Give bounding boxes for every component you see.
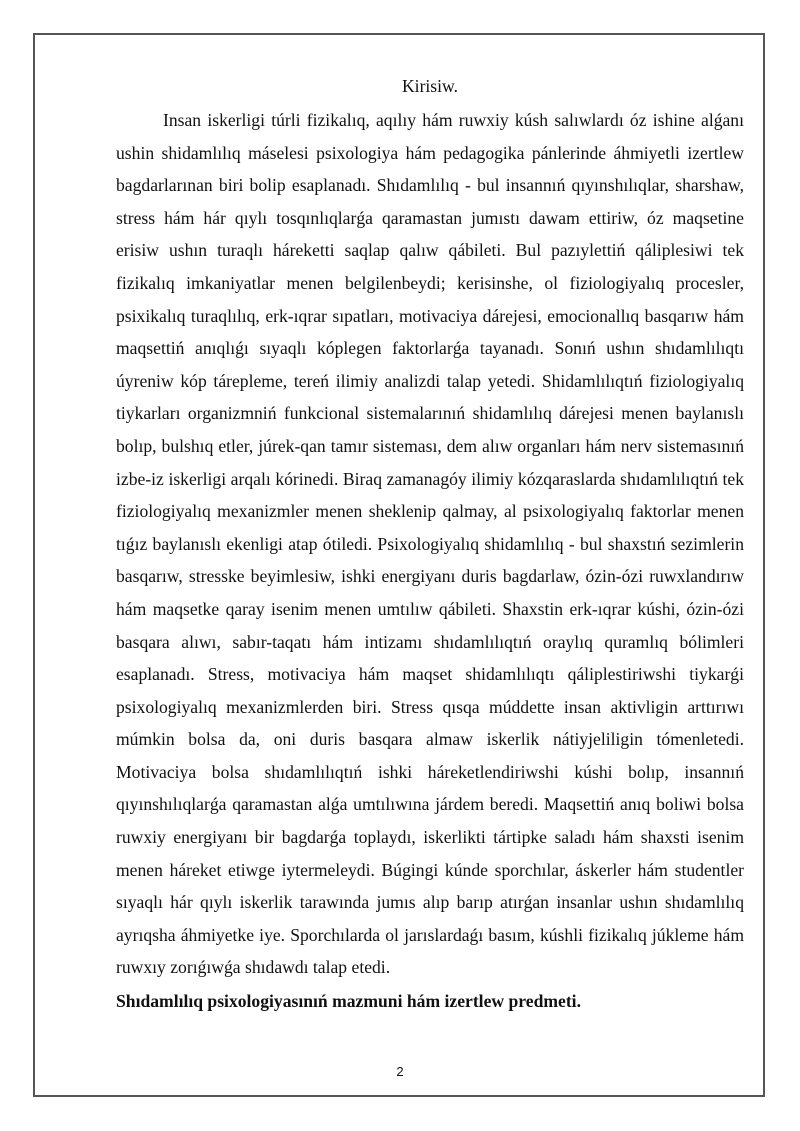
body-paragraph: Insan iskerligi túrli fizikalıq, aqılıy hám ruwxiy kúsh salıwlardı óz ishine alǵanı ushin shidamlılıq máselesi psixologiya hám pedagogika pánlerinde áhmiyetli izertlew bagdarlarınan biri bolip esaplanadı. Shıdamlılıq - bul insannıń qıyınshılıqlar, sharshaw, stress hám hár qıylı tosqınlıqlarǵa qaramastan jumıstı dawam ettiriw, óz maqsetine erisiw ushın turaqlı háreketti saqlap qalıw qábileti. Bul pazıylettiń qáliplesiwi tek fizikalıq imkaniyatlar menen belgilenbeydi; kerisinshe, ol fiziologiyalıq procesler, psixikalıq turaqlılıq, erk-ıqrar sıpatları, motivaciya dárejesi, emocionallıq basqarıw hám maqsettiń anıqlıǵı sıyaqlı kóplegen faktorlarǵa tayanadı. Sonıń ushın shıdamlılıqtı úyreniw kóp tárepleme, tereń ilimiy analizdi talap yetedi. Shidamlılıqtıń fiziologiyalıq tiykarları organizmniń funkcional sistemalarınıń shidamlılıq dárejesi menen baylanıslı bolıp, bulshıq etler, júrek-qan tamır sisteması, dem alıw organları hám nerv sistemasınıń izbe-iz iskerligi arqalı kórinedi. Biraq zamanagóy ilimiy kózqaraslarda shıdamlılıqtıń tek fiziologiyalıq mexanizmler menen sheklenip qalmay, al psixologiyalıq faktorlar menen tıǵız baylanıslı ekenligi atap ótiledi. Psixologiyalıq shidamlılıq - bul shaxstıń sezimlerin basqarıw, stresske beyimlesiw, ishki energiyanı duris bagdarlaw, ózin-ózi ruwxlandırıw hám maqsetke qaray isenim menen umtılıw qábileti. Shaxstin erk-ıqrar kúshi, ózin-ózi basqara alıwı, sabır-taqatı hám intizamı shıdamlılıqtıń oraylıq quramlıq bólimleri esaplanadı. Stress, motivaciya hám maqset shidamlılıqtı qáliplestiriwshi tiykarǵi psixologiyalıq mexanizmlerden biri. Stress qısqa múddette insan aktivligin arttırıwı múmkin bolsa da, oni duris basqara almaw iskerlik nátiyjeliligin tómenletedi. Motivaciya bolsa shıdamlılıqtıń ishki háreketlendiriwshi kúshi bolıp, insannıń qıyınshılıqlarǵa qaramastan alǵa umtılıwına járdem beredi. Maqsettiń anıq boliwi bolsa ruwxiy energiyanı bir bagdarǵa toplaydı, iskerlikti tártipke saladı hám shaxsti isenim menen háreket etiwge iytermeleydi. Búgingi kúnde sporchılar, áskerler hám studentler sıyaqlı hár qıylı iskerlik tarawında jumıs alıp barıp atırǵan insanlar ushın shıdamlılıq ayrıqsha áhmiyetke iye. Sporchılarda ol jarıslardaǵı basım, kúshli fizikalıq júkleme hám ruwxıy zorıǵıwǵa shıdawdı talap etedi. bbox=[116, 110, 744, 978]
document-body bbox=[116, 68, 744, 1018]
page-number: 2 bbox=[396, 1064, 404, 1079]
document-title: Kirisiw. bbox=[401, 76, 459, 96]
section-heading: Shıdamlılıq psixologiyasınıń mazmuni hám izertlew predmeti. bbox=[116, 991, 581, 1012]
